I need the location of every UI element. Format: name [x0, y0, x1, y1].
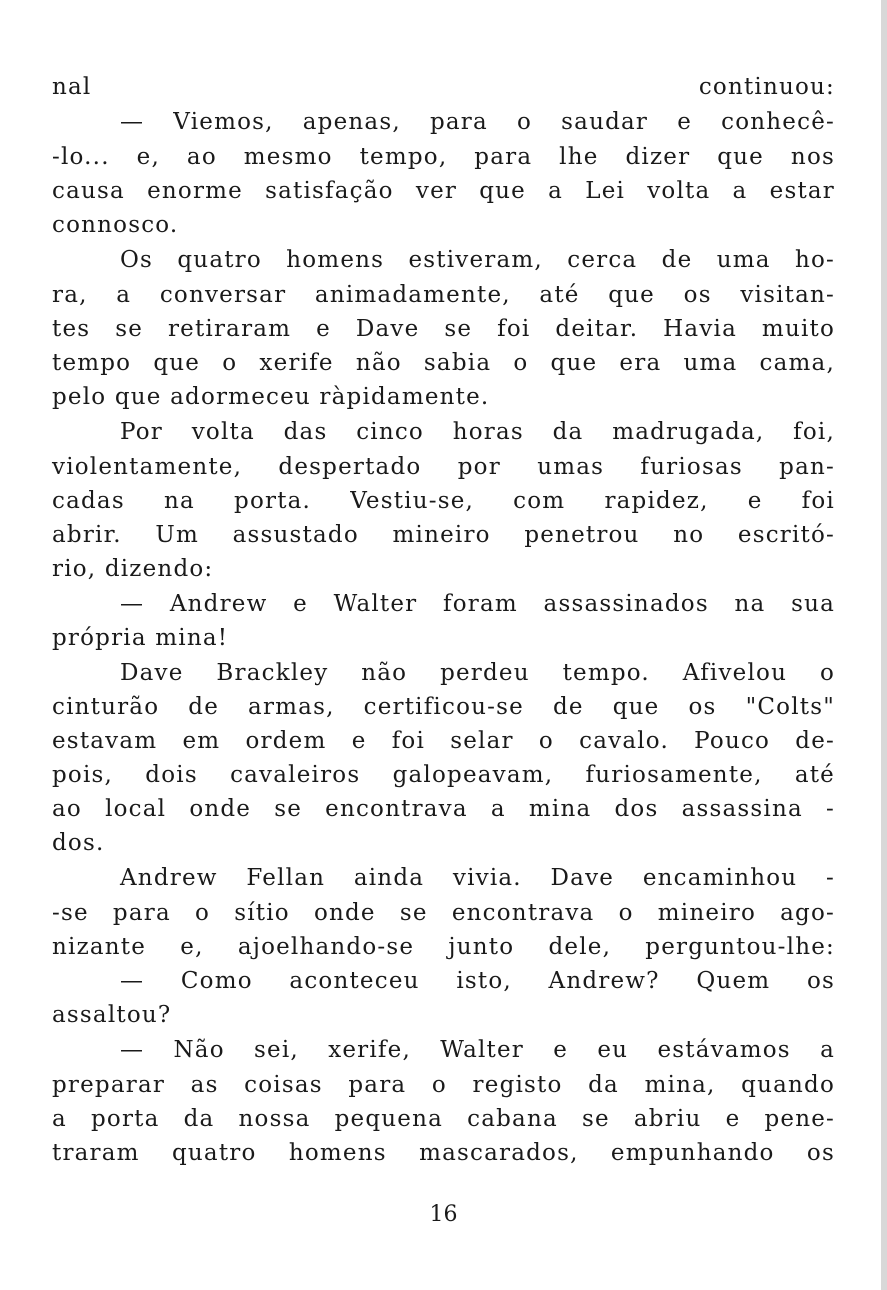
text-line: nizante e, ajoelhando-se junto dele, perguntou-lhe:: [52, 934, 835, 960]
text-line: a porta da nossa pequena cabana se abriu e pene-: [52, 1106, 835, 1132]
text-line: cinturão de armas, certificou-se de que os "Colts": [52, 694, 835, 720]
text-line: violentamente, despertado por umas furiosas pan-: [52, 454, 835, 480]
page-edge: [881, 0, 887, 1290]
text-line: dos.: [52, 830, 105, 856]
text-line: tes se retiraram e Dave se foi deitar. Havia muito: [52, 316, 835, 342]
text-line: assaltou?: [52, 1002, 172, 1028]
text-line: — Não sei, xerife, Walter e eu estávamos a: [120, 1037, 835, 1063]
text-line: preparar as coisas para o registo da mina, quando: [52, 1072, 835, 1098]
text-line: nal continuou:: [52, 74, 835, 100]
text-line: ra, a conversar animadamente, até que os visitan-: [52, 282, 835, 308]
text-line: abrir. Um assustado mineiro penetrou no escritó-: [52, 522, 835, 548]
text-line: própria mina!: [52, 625, 229, 651]
text-line: Por volta das cinco horas da madrugada, foi,: [120, 419, 835, 445]
text-line: -se para o sítio onde se encontrava o mineiro ago-: [52, 900, 835, 926]
text-line: Andrew Fellan ainda vivia. Dave encaminhou -: [120, 865, 835, 891]
text-line: causa enorme satisfação ver que a Lei volta a estar: [52, 178, 835, 204]
text-line: connosco.: [52, 212, 179, 238]
text-line: estavam em ordem e foi selar o cavalo. Pouco de-: [52, 728, 835, 754]
text-line: traram quatro homens mascarados, empunhando os: [52, 1140, 835, 1166]
text-line: tempo que o xerife não sabia o que era uma cama,: [52, 350, 835, 376]
page-number: 16: [429, 1202, 458, 1227]
text-line: Os quatro homens estiveram, cerca de uma ho-: [120, 247, 835, 273]
text-line: rio, dizendo:: [52, 556, 214, 582]
text-line: pois, dois cavaleiros galopeavam, furiosamente, até: [52, 762, 835, 788]
text-line: — Andrew e Walter foram assassinados na sua: [120, 591, 835, 617]
text-line: — Como aconteceu isto, Andrew? Quem os: [120, 968, 835, 994]
text-line: pelo que adormeceu ràpidamente.: [52, 384, 490, 410]
text-line: Dave Brackley não perdeu tempo. Afivelou o: [120, 660, 835, 686]
text-line: cadas na porta. Vestiu-se, com rapidez, e foi: [52, 488, 835, 514]
text-line: — Viemos, apenas, para o saudar e conhecê-: [120, 109, 835, 135]
text-line: -lo... e, ao mesmo tempo, para lhe dizer que nos: [52, 144, 835, 170]
text-line: ao local onde se encontrava a mina dos assassina -: [52, 796, 835, 822]
